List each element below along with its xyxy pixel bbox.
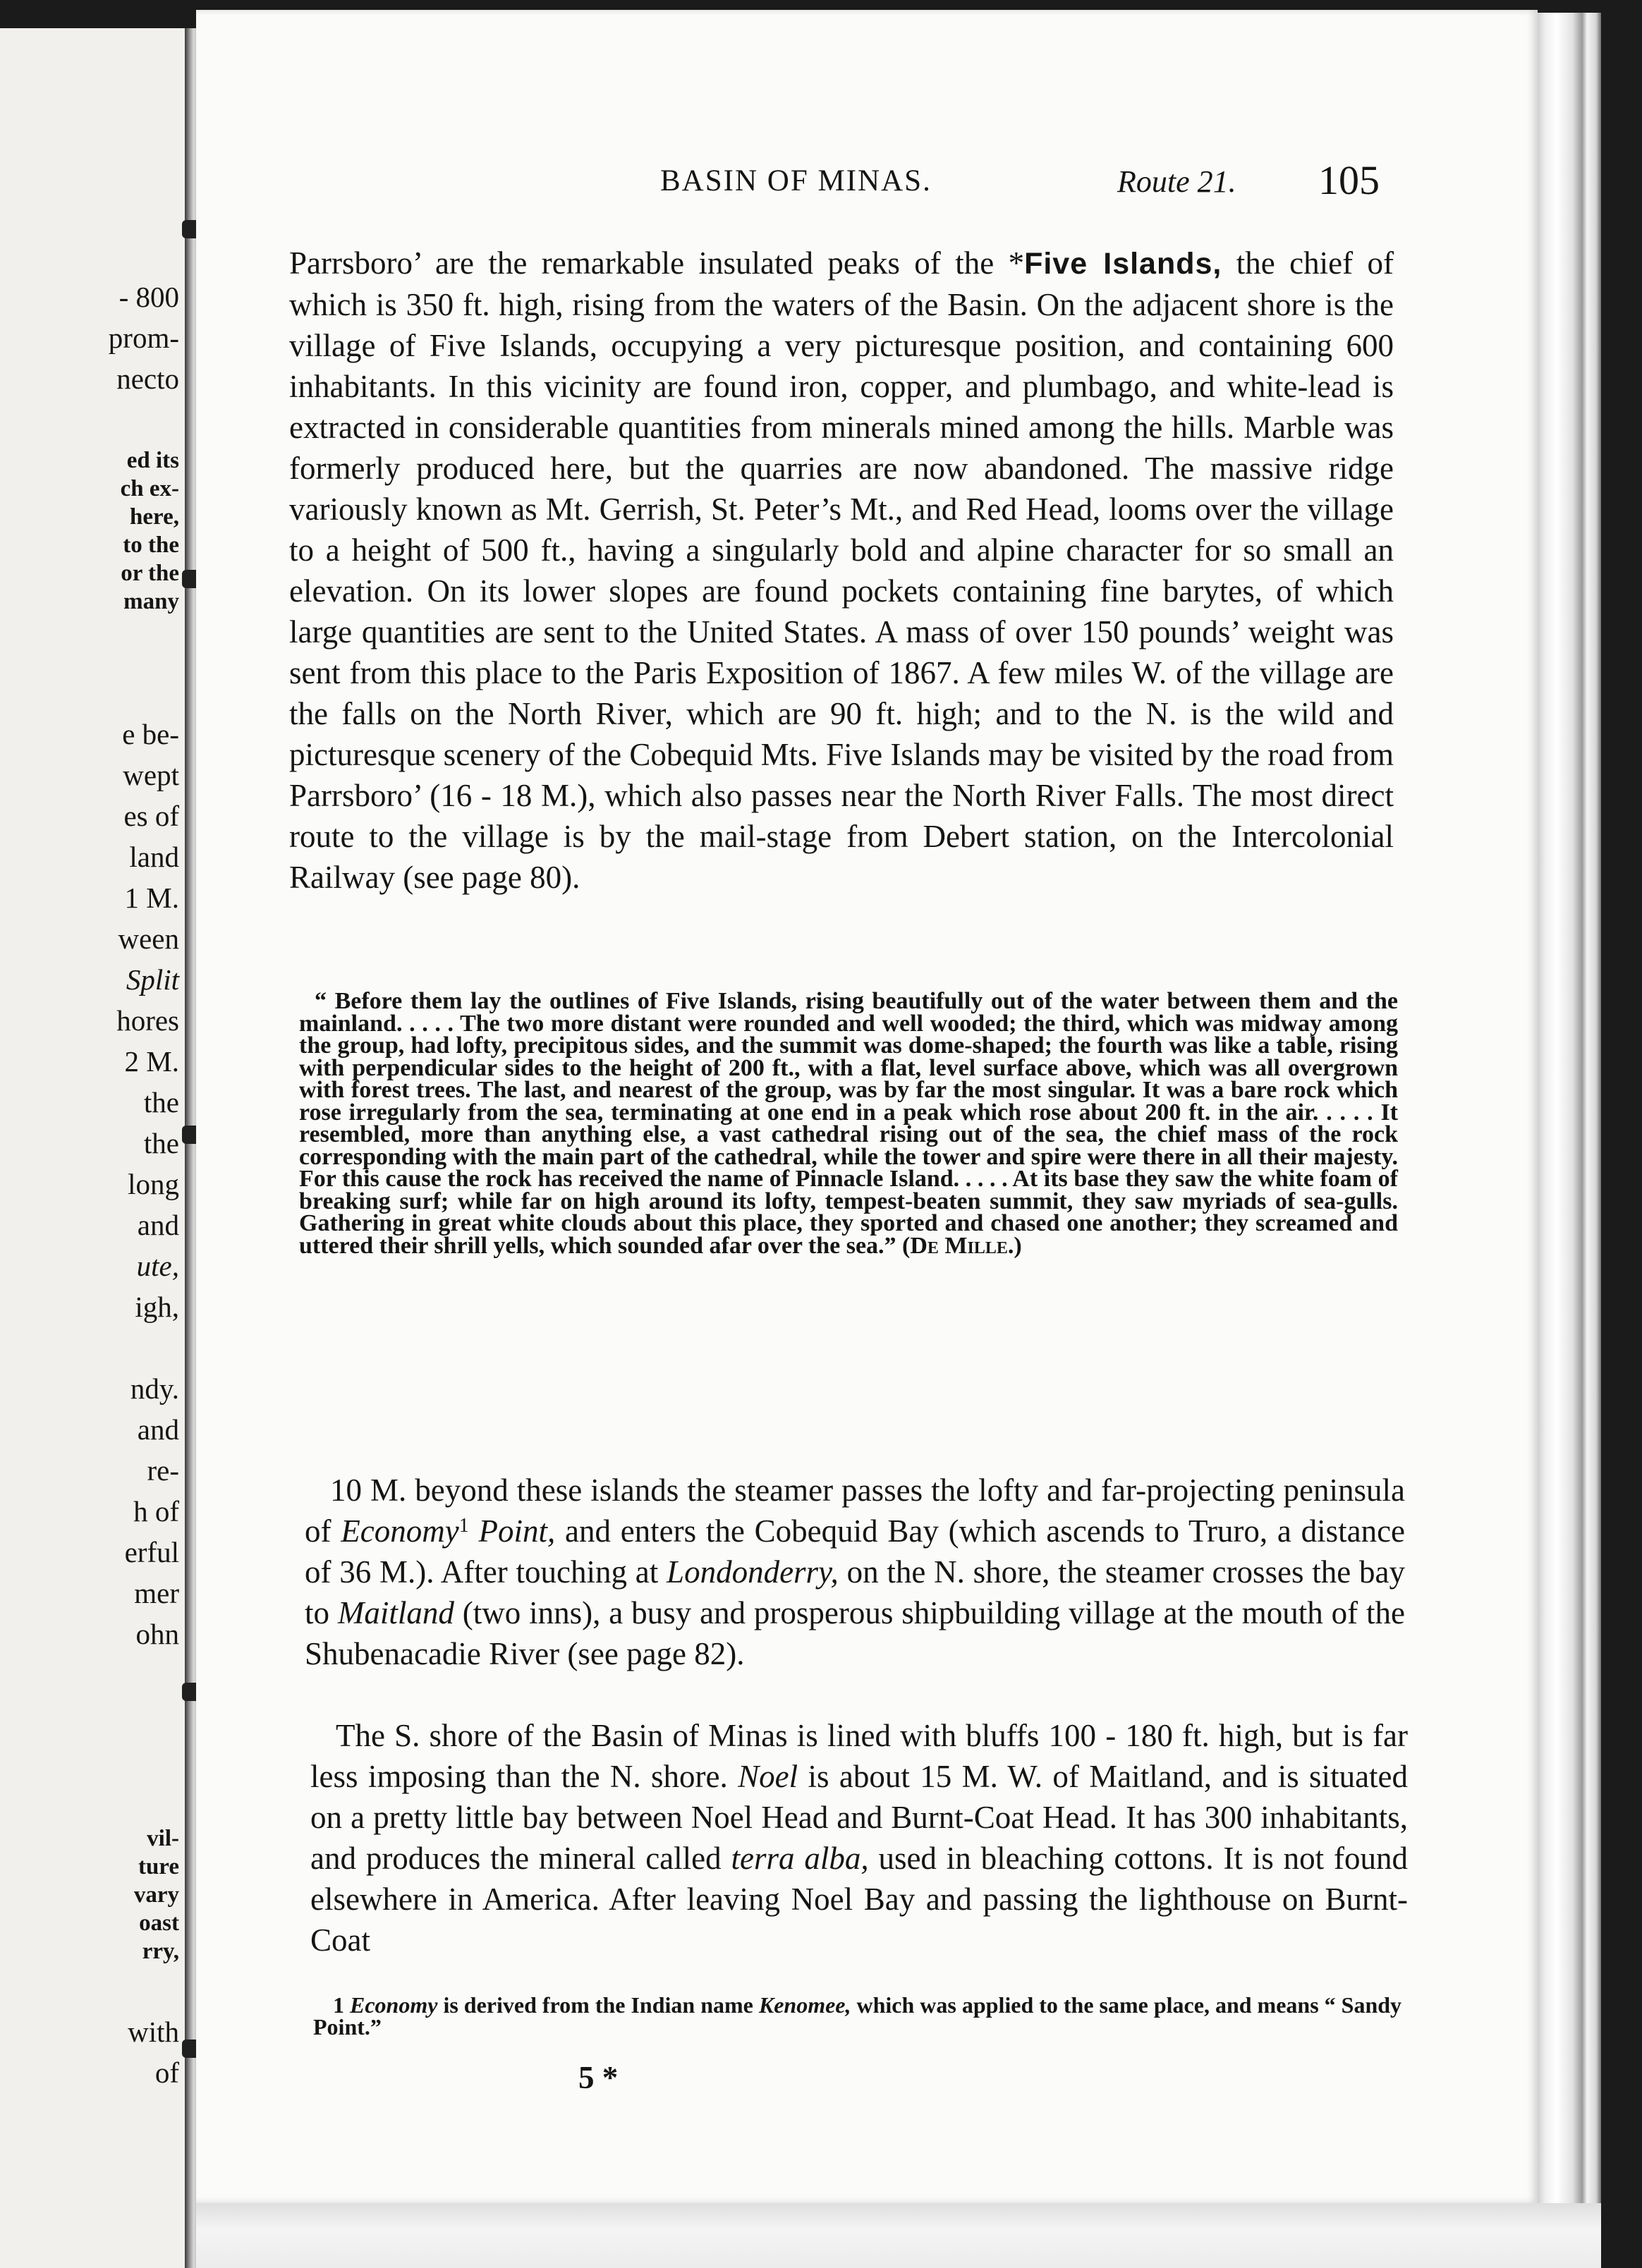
place-noel: Noel: [738, 1759, 798, 1794]
left-page-fragment: ed its: [126, 448, 179, 473]
left-page-fragment: here,: [130, 504, 179, 530]
block-quote: [299, 990, 1398, 1257]
left-page-fragment: the: [143, 1086, 179, 1118]
left-page-fragment: vil-: [147, 1826, 179, 1851]
left-page-fragment: and: [137, 1209, 179, 1241]
left-page-fragment: Split: [126, 963, 179, 996]
left-page-fragment: - 800: [118, 281, 179, 313]
facing-left-page: [0, 28, 189, 2268]
page-number: 105: [1318, 157, 1380, 203]
highlight-five-islands: Five Islands,: [1024, 247, 1222, 281]
left-page-fragment: h of: [133, 1495, 179, 1528]
left-page-fragment: ture: [138, 1854, 179, 1879]
running-header: [660, 157, 1380, 206]
paragraph-text: and enters the Cobequid Bay (which ascends to Truro, a distance of 36 M.). After touching at: [305, 1513, 1406, 1590]
footnote-marker: 1: [333, 1992, 344, 2018]
paragraph-south-shore: [310, 1715, 1408, 1961]
paragraph-text: on the N. shore, the steamer crosses the bay to: [305, 1554, 1406, 1630]
page-bottom-edge: [196, 2203, 1601, 2268]
left-page-fragment: to the: [123, 532, 179, 558]
place-point: Point,: [478, 1513, 556, 1549]
left-page-fragment: prom-: [108, 322, 179, 354]
paragraph-text: 10 M. beyond these islands the steamer passes the lofty and far-projecting peninsula of: [305, 1473, 1405, 1549]
signature-mark: 5 *: [578, 2060, 619, 2095]
footnote-name: Kenomee,: [758, 1992, 851, 2018]
page-edge-stack: [1538, 13, 1601, 2220]
star-marker: *: [1008, 245, 1025, 281]
left-page-fragment: hores: [116, 1004, 179, 1037]
left-page-fragment: rry,: [142, 1939, 179, 1964]
footnote-text: is derived from the Indian name: [443, 1992, 753, 2018]
footnote-term: Economy: [350, 1992, 438, 2018]
paragraph-text: (two inns), a busy and prosperous shipbuilding village at the mouth of the Shubenacadie River (see page 82).: [305, 1595, 1405, 1671]
paragraph-economy-point: [305, 1470, 1405, 1674]
left-page-fragment: wept: [123, 759, 179, 791]
left-page-fragment: e be-: [122, 718, 179, 750]
footnote: [313, 1994, 1412, 2038]
paragraph-text: The S. shore of the Basin of Minas is lined with bluffs 100 - 180 ft. high, but is far less imposing than the N. shore.: [310, 1718, 1408, 1794]
left-page-fragment: es of: [123, 800, 179, 832]
left-page-fragment: 1 M.: [124, 882, 179, 914]
left-page-fragment: ndy.: [130, 1372, 179, 1405]
paragraph-text: used in bleaching cottons. It is not found elsewhere in America. After leaving Noel Bay and passing the lighthouse on Burnt-Coat: [310, 1841, 1408, 1958]
left-page-fragment: ohn: [135, 1618, 179, 1650]
paragraph-five-islands: [289, 243, 1394, 898]
place-economy: Economy: [341, 1513, 459, 1549]
paragraph-text: the chief of which is 350 ft. high, rising from the waters of the Basin. On the adjacent shore is the village of Five Islands, occupying a very picturesque position, and containing 600 inhabitants. In this vicinity are found iron, copper, and plumbago, and white-lead is extracted in considerable quantities from minerals mined among the hills. Marble was formerly produced here, but the quarries are now abandoned. The massive ridge variously known as Mt. Gerrish, St. Peter’s Mt., and Red Head, looms over the village to a height of 500 ft., having a singularly bold and alpine character for so small an elevation. On its lower slopes are found pockets containing fine barytes, of which large quantities are sent to the United States. A mass of over 150 pounds’ weight was sent from this place to the Paris Exposition of 1867. A few miles W. of the village are the falls on the North River, which are 90 ft. high; and to the N. is the wild and picturesque scenery of the Cobequid Mts. Five Islands may be visited by the road from Parrsboro’ (16 - 18 M.), which also passes near the North River Falls. The most direct route to the village is by the mail-stage from Debert station, on the Intercolonial Railway (see page 80).: [289, 245, 1394, 895]
left-page-fragment: necto: [116, 362, 179, 395]
left-page-fragment: and: [137, 1413, 179, 1446]
paragraph-text: Parrsboro’ are the remarkable insulated peaks of the: [289, 245, 995, 281]
quote-text: “ Before them lay the outlines of Five Islands, rising beautifully out of the water between them and the mainland. . . . . The two more distant were rounded and well wooded; the third, which was midway among the group, had lofty, precipitous sides, and the summit was dome-shaped; the fourth was like a table, rising with perpendicular sides to the height of 200 ft., with a flat, level surface above, which was all overgrown with forest trees. The last, and nearest of the group, was by far the most singular. It was a bare rock which rose irregularly from the sea, terminating at one end in a peak which rose about 200 ft. in the air. . . . . It resembled, more than anything else, a vast cathedral rising out of the sea, the chief mass of the rock corresponding with the main part of the cathedral, while the tower and spire were there in all their majesty. For this cause the rock has received the name of Pinnacle Island. . . . . At its base they saw the white foam of breaking surf; while far on high around its lofty, tempest-beaten summit, they saw myriads of sea-gulls. Gathering in great white clouds about this place, they sported and chased one another; they screamed and uttered their shrill yells, which sounded afar over the sea.”: [299, 988, 1398, 1259]
place-maitland: Maitland: [337, 1595, 454, 1630]
footnote-text: which was applied to the same place, and means “ Sandy Point.”: [313, 1992, 1402, 2040]
left-page-fragment: land: [129, 841, 179, 873]
running-title: BASIN OF MINAS.: [660, 164, 932, 197]
left-page-fragment: erful: [124, 1536, 179, 1568]
left-page-fragment: many: [123, 589, 179, 614]
left-page-fragment: vary: [133, 1882, 179, 1908]
left-page-fragment: mer: [134, 1577, 179, 1609]
route-label: Route 21.: [1117, 164, 1236, 199]
place-londonderry: Londonderry,: [667, 1554, 839, 1590]
left-page-fragment: long: [128, 1168, 179, 1200]
paragraph-text: is about 15 M. W. of Maitland, and is situated on a pretty little bay between Noel Head and Burnt-Coat Head. It has 300 inhabitants, and produces the mineral called: [310, 1759, 1409, 1876]
left-page-fragment: the: [143, 1127, 179, 1159]
left-page-fragment: oast: [139, 1910, 179, 1936]
footnote-ref: 1: [458, 1515, 469, 1537]
left-page-fragment: ute,: [136, 1250, 179, 1282]
left-page-fragment: with: [128, 2016, 179, 2048]
quote-author: (De Mille.): [902, 1232, 1022, 1259]
left-page-fragment: of: [154, 2056, 179, 2089]
left-page-fragment: re-: [147, 1454, 179, 1487]
left-page-fragment: or the: [121, 561, 179, 586]
left-page-fragment: 2 M.: [124, 1045, 179, 1078]
left-page-fragment: ween: [118, 922, 179, 955]
left-page-fragment: ch ex-: [120, 476, 179, 501]
term-terra-alba: terra alba,: [731, 1841, 869, 1876]
left-page-fragment: igh,: [135, 1291, 179, 1323]
